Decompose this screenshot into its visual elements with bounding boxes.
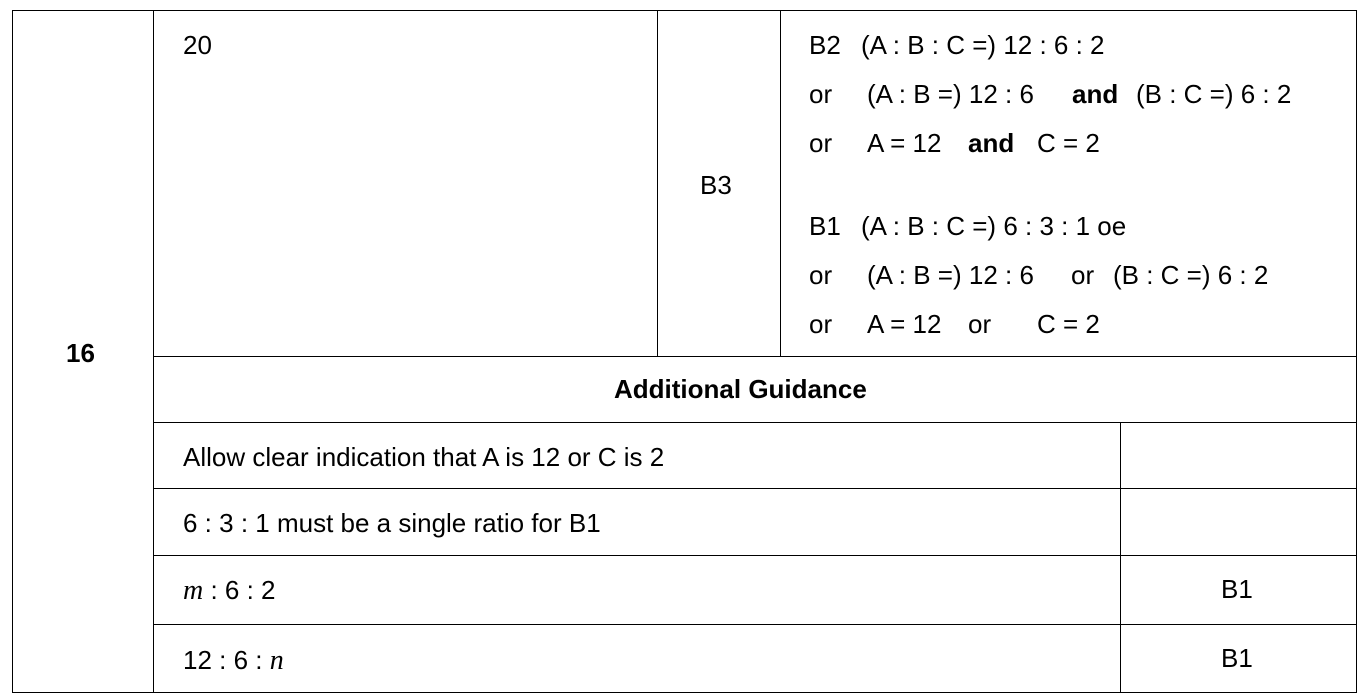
variable-n: n bbox=[269, 645, 284, 676]
table-border-left bbox=[12, 10, 13, 693]
row-divider bbox=[153, 422, 1357, 423]
table-border-top bbox=[12, 10, 1357, 11]
answer-value: 20 bbox=[183, 30, 212, 60]
guidance-row-1-text: Allow clear indication that A is 12 or C is 2 bbox=[183, 442, 665, 472]
b1-line2-b: (B : C =) 6 : 2 bbox=[1113, 260, 1269, 290]
b2-line3-or: or bbox=[809, 128, 833, 158]
guidance-row-3-text bbox=[183, 575, 276, 606]
guidance-row-4-mark: B1 bbox=[1221, 643, 1253, 673]
column-divider bbox=[153, 10, 154, 693]
b2-line2-or: or bbox=[809, 79, 833, 109]
b2-line2-and: and bbox=[1072, 79, 1119, 109]
column-divider bbox=[1120, 422, 1121, 693]
guidance-header: Additional Guidance bbox=[614, 374, 867, 404]
guidance-row-2-text: 6 : 3 : 1 must be a single ratio for B1 bbox=[183, 508, 601, 538]
row-divider bbox=[153, 555, 1357, 556]
row-divider bbox=[153, 488, 1357, 489]
b1-line3-a: A = 12 bbox=[867, 309, 942, 339]
ratio-text: : 6 : 2 bbox=[203, 575, 276, 605]
b1-line2-a: (A : B =) 12 : 6 bbox=[867, 260, 1034, 290]
column-divider bbox=[780, 10, 781, 357]
b2-line2-b: (B : C =) 6 : 2 bbox=[1136, 79, 1292, 109]
b2-code: B2 bbox=[809, 30, 841, 60]
b2-line3-and: and bbox=[968, 128, 1015, 158]
b2-line1: (A : B : C =) 12 : 6 : 2 bbox=[861, 30, 1105, 60]
b1-line1: (A : B : C =) 6 : 3 : 1 oe bbox=[861, 211, 1127, 241]
b1-code: B1 bbox=[809, 211, 841, 241]
question-number: 16 bbox=[66, 338, 95, 368]
b1-line3-or: or bbox=[809, 309, 833, 339]
guidance-row-3-mark: B1 bbox=[1221, 574, 1253, 604]
ratio-text: 12 : 6 : bbox=[183, 645, 270, 675]
guidance-row-4-text bbox=[183, 645, 284, 676]
b2-line2-a: (A : B =) 12 : 6 bbox=[867, 79, 1034, 109]
variable-m: m bbox=[183, 575, 204, 606]
b1-line2-or: or bbox=[809, 260, 833, 290]
row-divider bbox=[153, 624, 1357, 625]
table-border-right bbox=[1356, 10, 1357, 693]
b1-line3-mid: or bbox=[968, 309, 992, 339]
b1-line3-b: C = 2 bbox=[1037, 309, 1100, 339]
row-divider bbox=[153, 356, 1357, 357]
b1-line2-mid: or bbox=[1071, 260, 1095, 290]
b2-line3-b: C = 2 bbox=[1037, 128, 1100, 158]
b2-line3-a: A = 12 bbox=[867, 128, 942, 158]
table-border-bottom bbox=[12, 692, 1357, 693]
column-divider bbox=[657, 10, 658, 357]
marks-value: B3 bbox=[700, 170, 732, 200]
